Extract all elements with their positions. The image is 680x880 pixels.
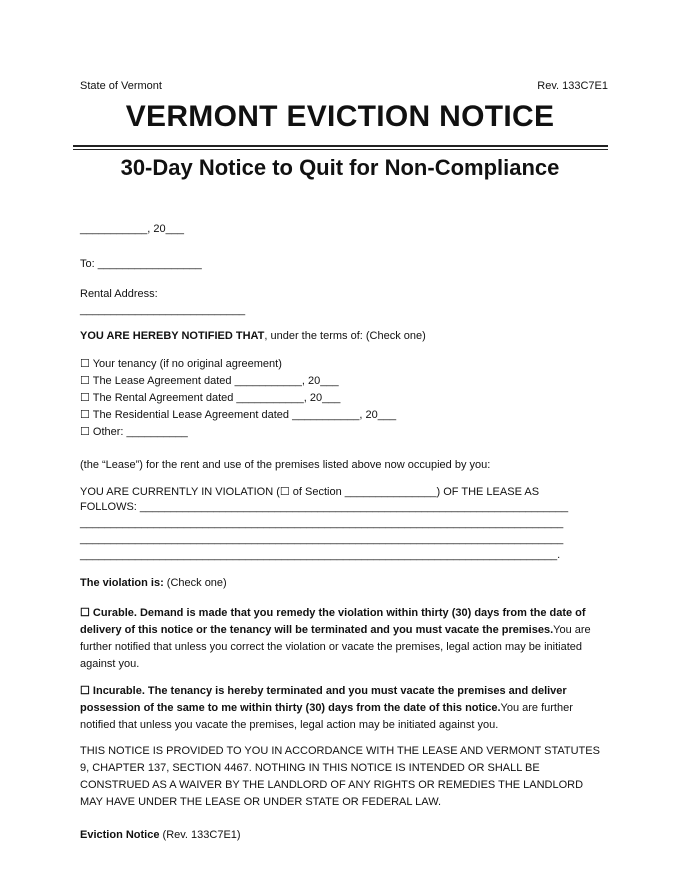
violation-is-rest: (Check one) xyxy=(163,577,227,589)
title-divider-thick xyxy=(73,145,608,147)
incurable-rest: You are further notified that unless you vacate the premises, legal action may be initiated against you. xyxy=(80,702,573,731)
document-title: VERMONT EVICTION NOTICE xyxy=(125,100,555,133)
footer-bold: Eviction Notice xyxy=(80,829,160,841)
violation-line: YOU ARE CURRENTLY IN VIOLATION (☐ of Section _______________) OF THE LEASE AS xyxy=(80,486,540,498)
document-footer xyxy=(80,827,241,844)
to-line: To: _________________ xyxy=(80,258,202,270)
rental-address-label: Rental Address: xyxy=(80,288,158,300)
lease-type-checklist xyxy=(80,356,396,441)
state-label: State of Vermont xyxy=(80,80,162,92)
checklist-item: ☐ The Residential Lease Agreement dated ___________, 20___ xyxy=(80,409,397,421)
checklist-item: ☐ Other: __________ xyxy=(80,426,188,438)
violation-type-heading xyxy=(80,575,227,592)
footer-rest: (Rev. 133C7E1) xyxy=(159,829,241,841)
lease-description: (the “Lease”) for the rent and use of the premises listed above now occupied by you: xyxy=(80,459,491,471)
incurable-bold: ☐ Incurable. The tenancy is hereby terminated and you must vacate the premises and deliver possession of the same to me within thirty (30) days from the date of this notice. xyxy=(80,685,567,714)
curable-paragraph xyxy=(80,605,600,673)
rental-address-line: ___________________________ xyxy=(80,304,246,316)
violation-line: _______________________________________________________________________________ xyxy=(80,517,564,529)
violation-line: ______________________________________________________________________________. xyxy=(80,549,561,561)
statute-paragraph: THIS NOTICE IS PROVIDED TO YOU IN ACCORDANCE WITH THE LEASE AND VERMONT STATUTES 9, CHAPTER 137, SECTION 4467. NOTHING IN THIS NOTICE IS INTENDED OR SHALL BE CONSTRUED AS A WAIVER BY THE LANDLORD OF ANY RIGHTS OR REMEDIES THE LANDLORD MAY HAVE UNDER THE LEASE OR UNDER STATE OR FEDERAL LAW. xyxy=(80,745,600,808)
checklist-item: ☐ The Lease Agreement dated ___________, 20___ xyxy=(80,375,339,387)
checklist-item: ☐ The Rental Agreement dated ___________, 20___ xyxy=(80,392,341,404)
notified-rest: , under the terms of: (Check one) xyxy=(264,330,426,342)
notified-statement xyxy=(80,328,426,345)
title-divider-thin xyxy=(73,149,608,150)
violation-is-bold: The violation is: xyxy=(80,577,164,589)
revision-label: Rev. 133C7E1 xyxy=(537,80,608,92)
date-line: ___________, 20___ xyxy=(80,223,184,235)
curable-bold: ☐ Curable. Demand is made that you remedy the violation within thirty (30) days from the date of delivery of this notice or the tenancy will be terminated and you must vacate the premises. xyxy=(80,607,586,636)
checklist-item: ☐ Your tenancy (if no original agreement) xyxy=(80,358,282,370)
document-subtitle: 30-Day Notice to Quit for Non-Compliance xyxy=(120,155,560,180)
violation-line: _______________________________________________________________________________ xyxy=(80,533,564,545)
notified-bold: YOU ARE HEREBY NOTIFIED THAT xyxy=(80,330,265,342)
incurable-paragraph xyxy=(80,683,600,734)
violation-line: FOLLOWS: ______________________________________________________________________ xyxy=(80,501,569,513)
curable-rest: You are further notified that unless you correct the violation or vacate the premises, legal action may be initiated against you. xyxy=(80,624,591,670)
